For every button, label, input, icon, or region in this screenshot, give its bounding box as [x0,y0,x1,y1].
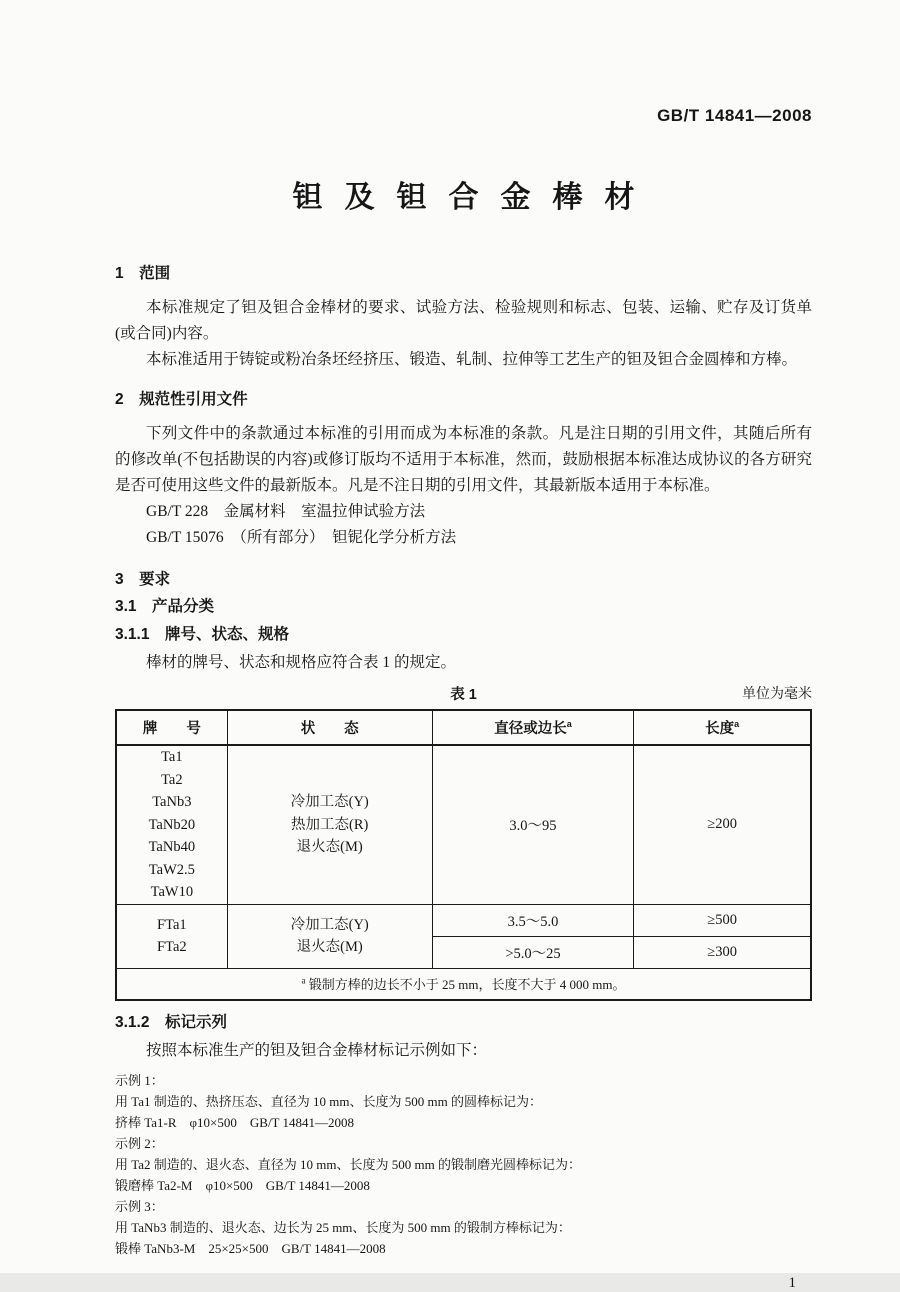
group2-states-cell: 冷加工态(Y) 退火态(M) [227,904,432,968]
group2-diameter-cell-1: 3.5～5.0 [432,904,634,936]
group1-diameter-cell: 3.0～95 [432,745,634,904]
standard-number: GB/T 14841—2008 [657,106,812,125]
section-1-paragraph-1: 本标准规定了钽及钽合金棒材的要求、试验方法、检验规则和标志、包装、运输、贮存及订货单(或合同)内容。 [115,299,812,342]
table-1 [115,709,812,1001]
table-row-group1 [116,745,811,904]
group2-diameter-cell-2: >5.0～25 [432,936,634,968]
table-footnote-row [116,968,811,1000]
header-diameter: 直径或边长$^a$ [432,710,634,745]
group1-grades-cell: Ta1 Ta2 TaNb3 TaNb20 TaNb40 TaW2.5 TaW10 [116,745,227,904]
section-3-1-2-text: 按照本标准生产的钽及钽合金棒材标记示例如下： [146,1041,488,1059]
section-3-heading: 3 要求 [115,571,171,588]
example-2-label: 示例 2： [115,1135,164,1151]
header-state: 状 态 [227,710,432,745]
section-3-1-2-heading: 3.1.2 标记示列 [115,1013,227,1031]
example-1-mark: 挤棒 Ta1-R φ10×500 GB/T 14841—2008 [115,1114,355,1130]
example-3-mark: 锻棒 TaNb3-M 25×25×500 GB/T 14841—2008 [115,1240,386,1256]
section-2-paragraph-1: 下列文件中的条款通过本标准的引用而成为本标准的条款。凡是注日期的引用文件，其随后所有的修改单(不包括勘误的内容)或修订版均不适用于本标准，然而，鼓励根据本标准达成协议的各方研究是否可使用这些文件的最新版本。凡是不注日期的引用文件，其最新版本适用于本标准。 [115,425,812,494]
example-2-mark: 锻磨棒 Ta2-M φ10×500 GB/T 14841—2008 [115,1177,370,1193]
example-3-description: 用 TaNb3 制造的、退火态、边长为 25 mm、长度为 500 mm 的锻制方棒标记为： [115,1219,571,1235]
example-1-label: 示例 1： [115,1072,164,1088]
example-1-description: 用 Ta1 制造的、热挤压态、直径为 10 mm、长度为 500 mm 的圆棒标记为： [115,1093,543,1109]
section-3-1-heading: 3.1 产品分类 [115,598,215,615]
examples-block [115,1071,812,1260]
document-title: 钽及钽合金棒材 [292,181,657,214]
header-grade: 牌 号 [116,710,227,745]
header-length: 长度$^a$ [634,710,811,745]
example-3-label: 示例 3： [115,1198,164,1214]
group2-grades-cell: FTa1 FTa2 [116,904,227,968]
group1-length-cell: ≥200 [634,745,811,904]
normative-reference-1: GB/T 228 金属材料 室温拉伸试验方法 [146,503,426,520]
section-1-heading: 1 范围 [115,265,171,282]
page-number: 1 [788,1275,796,1291]
section-3-1-1-heading: 3.1.1 牌号、状态、规格 [115,626,289,643]
table-1-unit-note: 单位为毫米 [742,687,812,702]
group2-length-cell-2: ≥300 [634,936,811,968]
footnote-text: 锻制方棒的边长不小于 25 mm，长度不大于 4 000 mm。 [308,977,626,992]
table-row-group2-sub1 [116,904,811,936]
example-2-description: 用 Ta2 制造的、退火态、直径为 10 mm、长度为 500 mm 的锻制磨光圆棒标记为： [115,1156,582,1172]
table-caption-row [115,683,812,705]
table-1-caption: 表 1 [450,687,477,703]
group2-length-cell-1: ≥500 [634,904,811,936]
header-length-sup: a [734,719,740,730]
group1-states-cell: 冷加工态(Y) 热加工态(R) 退火态(M) [227,745,432,904]
section-3-1-1-text: 棒材的牌号、状态和规格应符合表 1 的规定。 [146,654,457,671]
section-1-paragraph-2: 本标准适用于铸锭或粉冶条坯经挤压、锻造、轧制、拉伸等工艺生产的钽及钽合金圆棒和方棒。 [146,351,798,368]
normative-reference-2: GB/T 15076 （所有部分） 钽铌化学分析方法 [146,529,457,546]
header-diameter-sup: a [566,719,572,730]
table-footnote [116,968,811,1000]
footnote-sup: a [301,975,306,986]
table-header-row [116,710,811,745]
section-2-heading: 2 规范性引用文件 [115,391,248,408]
